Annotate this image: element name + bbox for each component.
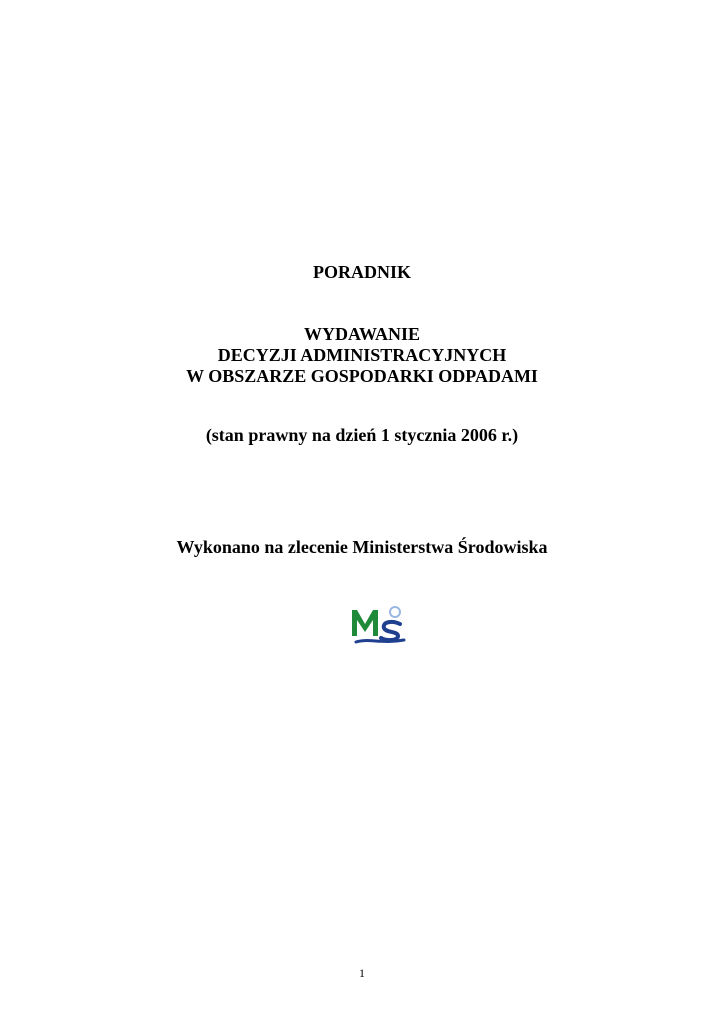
title-line-3: W OBSZARZE GOSPODARKI ODPADAMI [186,366,538,386]
legal-state-note: (stan prawny na dzień 1 stycznia 2006 r.) [205,425,519,445]
title-line-1: WYDAWANIE [303,324,420,344]
commissioned-by-line: Wykonano na zlecenie Ministerstwa Środowiska [176,537,548,557]
ministry-logo-icon [348,598,408,646]
title-line-2: DECYZJI ADMINISTRACYJNYCH [217,345,507,365]
page-number: 1 [359,966,365,980]
document-heading: PORADNIK [313,262,411,282]
